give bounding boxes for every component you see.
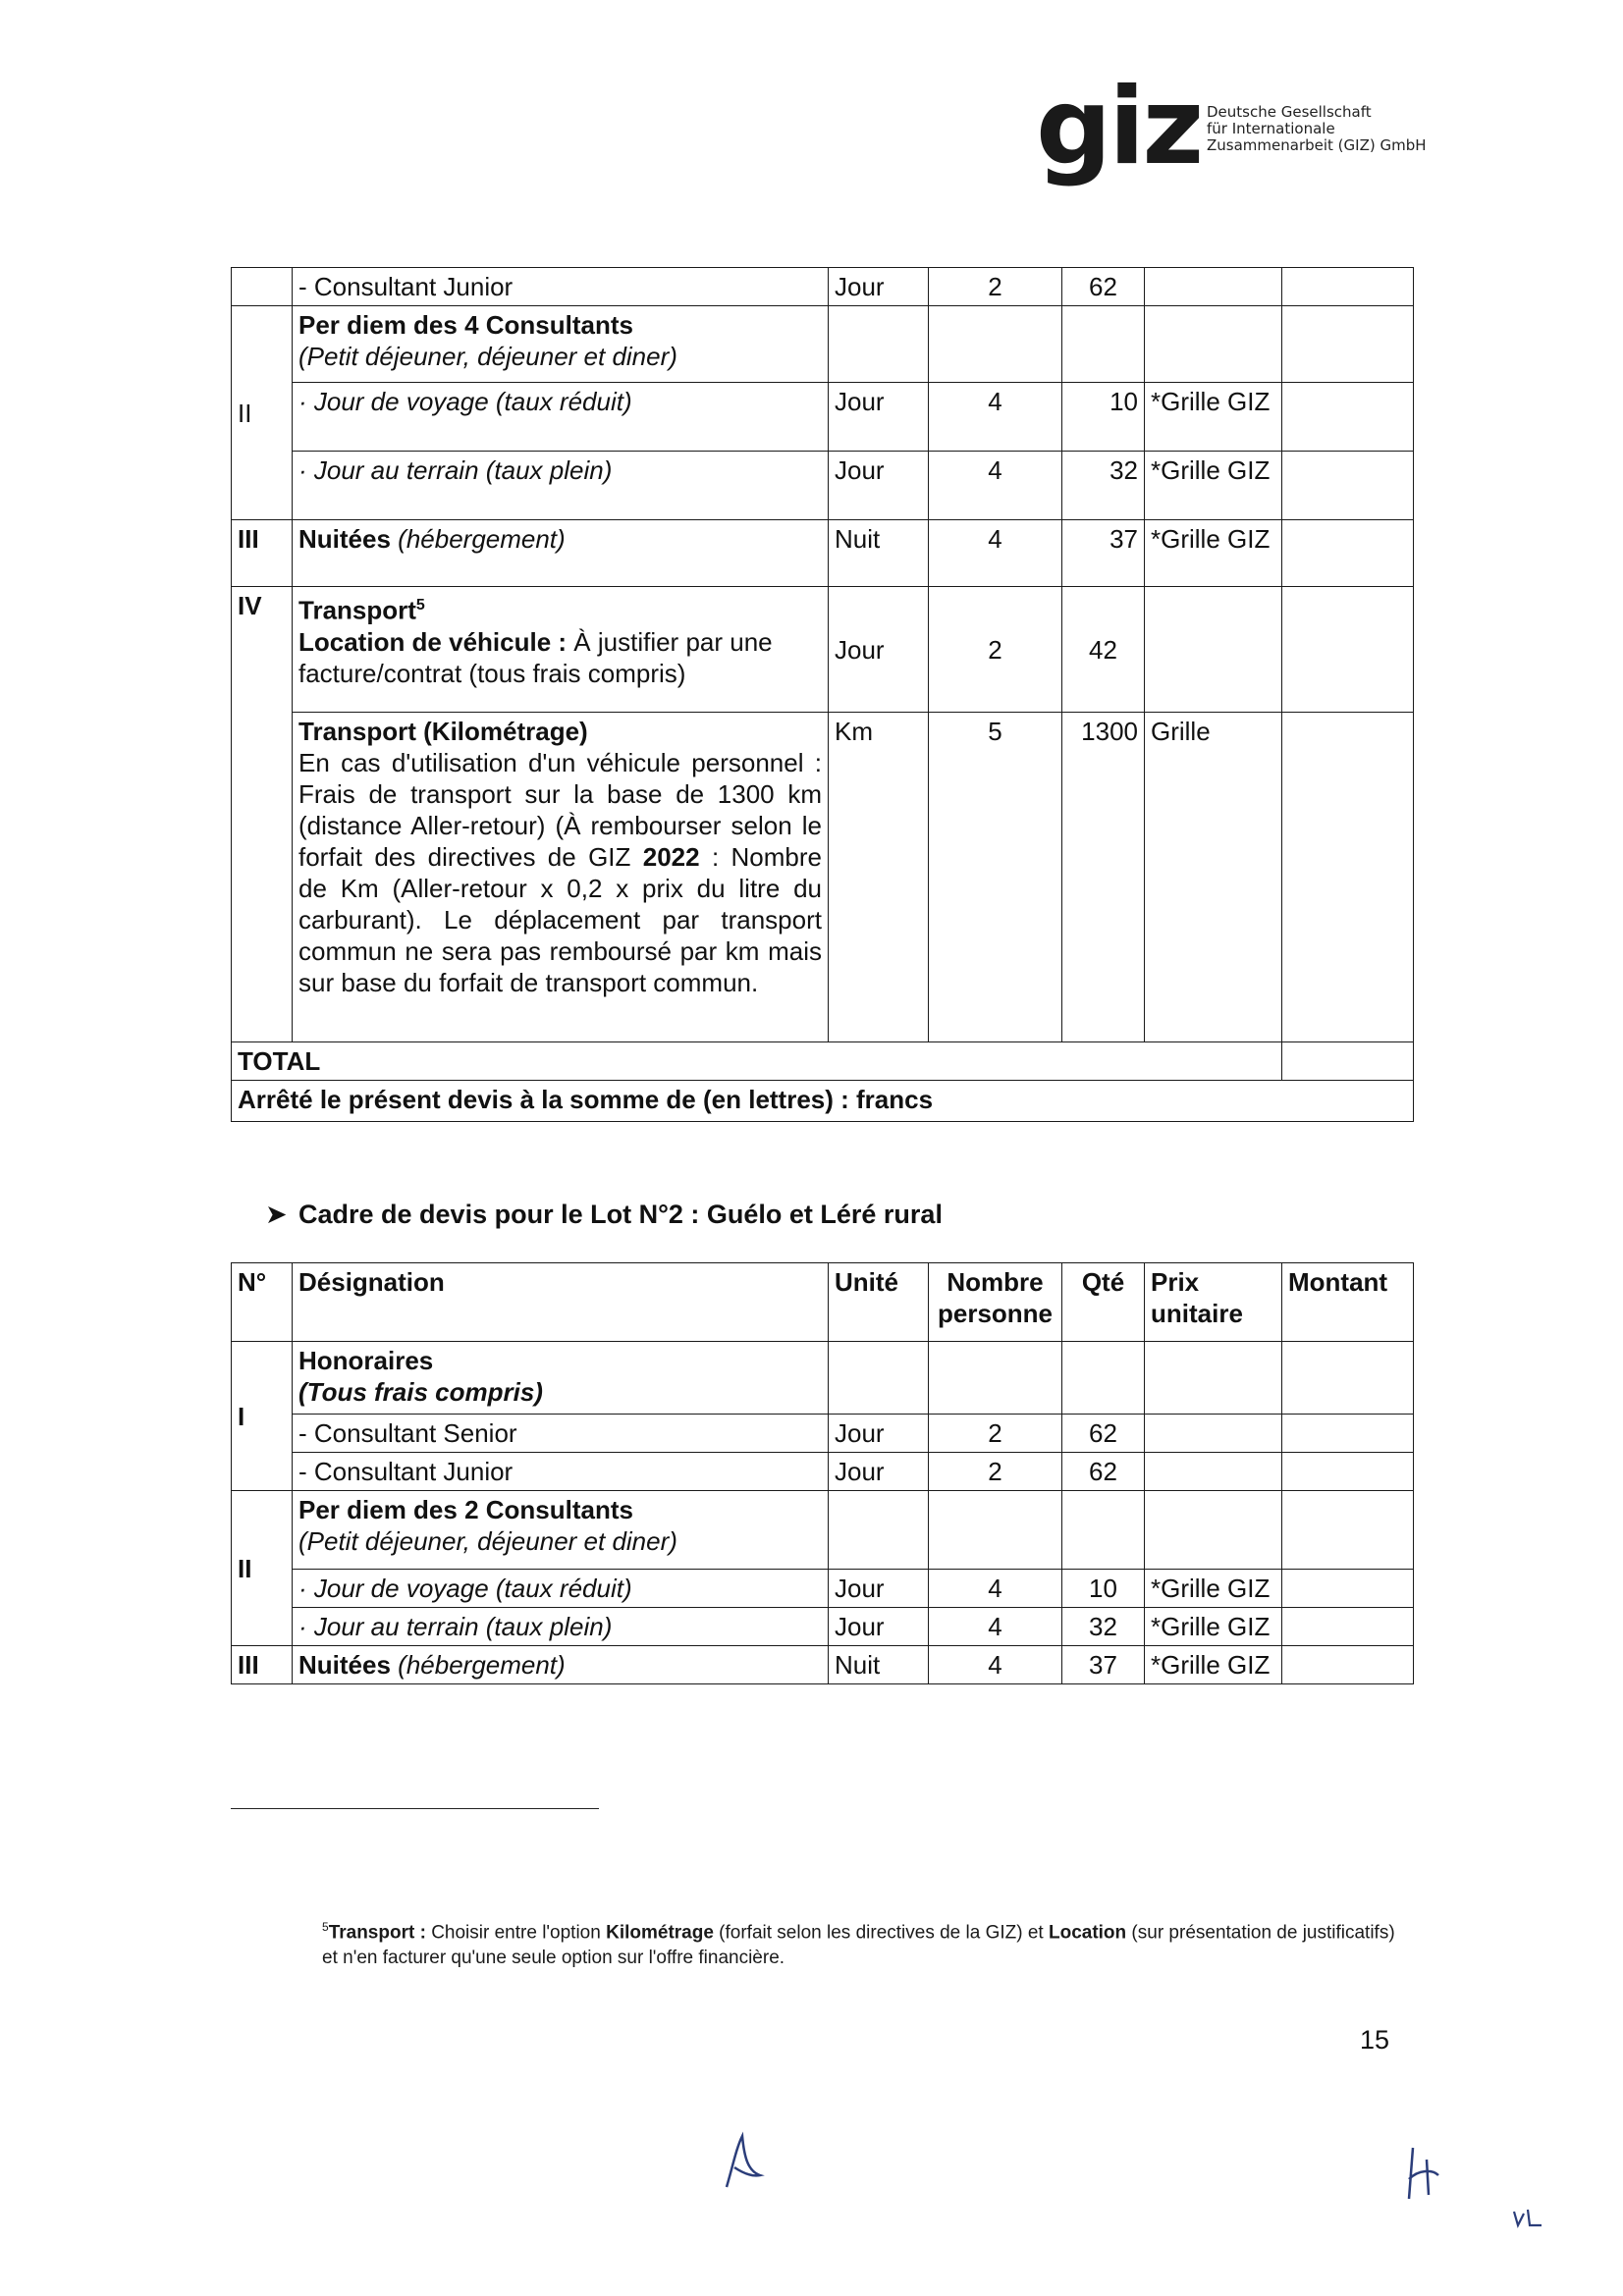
qty-cell: 37 (1062, 520, 1145, 587)
amount-cell (1282, 1646, 1414, 1684)
footnote-marker: 5 (322, 1920, 329, 1934)
designation-cell (293, 587, 829, 713)
handwritten-initial-icon (715, 2128, 784, 2197)
unit-cell: Jour (829, 1453, 929, 1491)
persons-cell: 4 (929, 520, 1062, 587)
designation-cell (293, 1342, 829, 1415)
num-cell: I (232, 1342, 293, 1491)
header-unit: Unité (829, 1263, 929, 1342)
km-text (298, 747, 822, 998)
qty-cell: 32 (1062, 1608, 1145, 1646)
price-cell: *Grille GIZ (1145, 1608, 1282, 1646)
location-text (298, 626, 822, 689)
qty-cell (1062, 1342, 1145, 1415)
logo-line: Deutsche Gesellschaft (1207, 103, 1372, 121)
table-row (232, 1453, 1414, 1491)
arrete-text: Arrêté le présent devis à la somme de (en lettres) : francs (232, 1081, 1414, 1122)
footnote-location: Location (1048, 1922, 1127, 1944)
perdiem-subtitle: (Petit déjeuner, déjeuner et diner) (298, 342, 677, 371)
designation-cell: · Jour au terrain (taux plein) (293, 452, 829, 520)
total-amount-cell (1282, 1042, 1414, 1081)
budget-table-lot1 (231, 267, 1414, 1122)
designation-cell: - Consultant Junior (293, 268, 829, 306)
total-label: TOTAL (232, 1042, 1282, 1081)
perdiem-title: Per diem des 2 Consultants (298, 1495, 633, 1524)
designation-cell: · Jour de voyage (taux réduit) (293, 1570, 829, 1608)
qty-cell: 10 (1062, 383, 1145, 452)
table-row (232, 713, 1414, 1042)
unit-cell: Km (829, 713, 929, 1042)
price-cell: *Grille GIZ (1145, 1570, 1282, 1608)
budget-table-lot2 (231, 1262, 1414, 1684)
amount-cell (1282, 1342, 1414, 1415)
amount-cell (1282, 1415, 1414, 1453)
designation-cell (293, 306, 829, 383)
unit-cell: Jour (829, 1415, 929, 1453)
persons-cell: 4 (929, 1608, 1062, 1646)
unit-cell: Jour (829, 587, 929, 713)
qty-cell: 10 (1062, 1570, 1145, 1608)
persons-cell: 4 (929, 1570, 1062, 1608)
logo-line: Zusammenarbeit (GIZ) GmbH (1207, 136, 1427, 154)
unit-cell: Nuit (829, 1646, 929, 1684)
table-row (232, 1415, 1414, 1453)
persons-cell (929, 1491, 1062, 1570)
giz-logo-text (1207, 104, 1462, 154)
honoraires-subtitle: (Tous frais compris) (298, 1377, 543, 1407)
price-cell: *Grille GIZ (1145, 520, 1282, 587)
price-cell: *Grille GIZ (1145, 1646, 1282, 1684)
qty-cell: 37 (1062, 1646, 1145, 1684)
header-price: Prix unitaire (1145, 1263, 1282, 1342)
amount-cell (1282, 713, 1414, 1042)
unit-cell: Jour (829, 383, 929, 452)
footnote-text-1: Choisir entre l'option (425, 1922, 607, 1944)
persons-cell: 2 (929, 1453, 1062, 1491)
unit-cell: Jour (829, 1570, 929, 1608)
unit-cell (829, 1342, 929, 1415)
designation-cell (293, 520, 829, 587)
arrete-row (232, 1081, 1414, 1122)
qty-cell: 1300 (1062, 713, 1145, 1042)
section-title-text: Cadre de devis pour le Lot N°2 : Guélo et Léré rural (298, 1200, 943, 1229)
total-row (232, 1042, 1414, 1081)
amount-cell (1282, 268, 1414, 306)
footnote-separator (231, 1808, 599, 1809)
handwritten-mark-icon (1510, 2204, 1549, 2233)
transport-title-text: Transport (298, 595, 416, 625)
transport-title (298, 590, 822, 626)
footnote-text-3: (sur présentation de justificatifs) et n'en facturer qu'une seule option sur l'offre financière. (322, 1922, 1395, 1969)
designation-cell: - Consultant Senior (293, 1415, 829, 1453)
nuitees-title: Nuitées (298, 1650, 391, 1680)
unit-cell (829, 1491, 929, 1570)
table-row (232, 1342, 1414, 1415)
unit-cell: Jour (829, 452, 929, 520)
table-row (232, 520, 1414, 587)
qty-cell: 42 (1062, 587, 1145, 713)
designation-cell: - Consultant Junior (293, 1453, 829, 1491)
header-amount: Montant (1282, 1263, 1414, 1342)
price-cell (1145, 587, 1282, 713)
price-cell: *Grille GIZ (1145, 383, 1282, 452)
amount-cell (1282, 452, 1414, 520)
designation-cell (293, 1491, 829, 1570)
qty-cell: 62 (1062, 1453, 1145, 1491)
price-cell (1145, 1342, 1282, 1415)
table-row (232, 268, 1414, 306)
amount-cell (1282, 1453, 1414, 1491)
persons-cell: 4 (929, 1646, 1062, 1684)
unit-cell: Jour (829, 1608, 929, 1646)
qty-cell: 32 (1062, 452, 1145, 520)
nuitees-subtitle: (hébergement) (398, 1650, 566, 1680)
amount-cell (1282, 1491, 1414, 1570)
amount-cell (1282, 1608, 1414, 1646)
footnote-lead: Transport : (328, 1922, 426, 1944)
section-title-lot2 (265, 1200, 943, 1230)
persons-cell: 2 (929, 587, 1062, 713)
perdiem-title: Per diem des 4 Consultants (298, 310, 633, 340)
table-row (232, 1570, 1414, 1608)
page-number: 15 (1360, 2025, 1390, 2055)
price-cell (1145, 306, 1282, 383)
amount-cell (1282, 383, 1414, 452)
amount-cell (1282, 587, 1414, 713)
handwritten-signature-icon (1399, 2140, 1458, 2209)
unit-cell: Nuit (829, 520, 929, 587)
km-text-1: En cas d'utilisation d'un véhicule personnel : Frais de transport sur la base de 1300 km (distance Aller-retour) (À rembourser selon le forfait des directives de GIZ (298, 748, 822, 872)
table-row (232, 1646, 1414, 1684)
persons-cell: 4 (929, 383, 1062, 452)
price-cell (1145, 1415, 1282, 1453)
persons-cell (929, 306, 1062, 383)
table-row (232, 1608, 1414, 1646)
footnote (322, 1914, 1402, 1971)
header-num: N° (232, 1263, 293, 1342)
location-title: Location de véhicule : (298, 626, 568, 657)
designation-cell (293, 1646, 829, 1684)
header-persons: Nombre personne (929, 1263, 1062, 1342)
persons-cell: 2 (929, 268, 1062, 306)
table-row (232, 1491, 1414, 1570)
num-cell: II (232, 306, 293, 520)
header-qty: Qté (1062, 1263, 1145, 1342)
km-title: Transport (Kilométrage) (298, 717, 588, 746)
unit-cell: Jour (829, 268, 929, 306)
header-designation: Désignation (293, 1263, 829, 1342)
footnote-kilometrage: Kilométrage (606, 1922, 714, 1944)
qty-cell: 62 (1062, 1415, 1145, 1453)
perdiem-subtitle: (Petit déjeuner, déjeuner et diner) (298, 1526, 677, 1556)
table-header-row (232, 1263, 1414, 1342)
num-cell (232, 268, 293, 306)
giz-logo-mark: giz (1036, 66, 1202, 188)
designation-cell: · Jour au terrain (taux plein) (293, 1608, 829, 1646)
num-cell: III (232, 520, 293, 587)
price-cell (1145, 1491, 1282, 1570)
km-text-2: : Nombre de Km (Aller-retour x 0,2 x prix du litre du carburant). Le déplacement par transport commun ne sera pas remboursé par km mais sur base du forfait de transport commun. (298, 842, 822, 997)
footnote-text-2: (forfait selon les directives de la GIZ) et (713, 1922, 1049, 1944)
amount-cell (1282, 306, 1414, 383)
table-row (232, 306, 1414, 383)
persons-cell: 2 (929, 1415, 1062, 1453)
price-cell (1145, 1453, 1282, 1491)
price-cell (1145, 268, 1282, 306)
price-cell: *Grille GIZ (1145, 452, 1282, 520)
location-desc: À justifier par une facture/contrat (tous frais compris) (298, 626, 773, 688)
num-cell: IV (232, 587, 293, 1042)
honoraires-title: Honoraires (298, 1346, 434, 1375)
qty-cell (1062, 306, 1145, 383)
price-cell: Grille (1145, 713, 1282, 1042)
nuitees-title: Nuitées (298, 524, 391, 554)
designation-cell: · Jour de voyage (taux réduit) (293, 383, 829, 452)
footnote-ref: 5 (415, 597, 425, 614)
designation-cell (293, 713, 829, 1042)
nuitees-subtitle: (hébergement) (398, 524, 566, 554)
km-year: 2022 (642, 842, 700, 872)
unit-cell (829, 306, 929, 383)
amount-cell (1282, 520, 1414, 587)
table-row (232, 383, 1414, 452)
persons-cell (929, 1342, 1062, 1415)
table-row (232, 452, 1414, 520)
persons-cell: 5 (929, 713, 1062, 1042)
qty-cell: 62 (1062, 268, 1145, 306)
table-row (232, 587, 1414, 713)
persons-cell: 4 (929, 452, 1062, 520)
amount-cell (1282, 1570, 1414, 1608)
num-cell: III (232, 1646, 293, 1684)
logo-line: für Internationale (1207, 120, 1335, 137)
num-cell: II (232, 1491, 293, 1646)
qty-cell (1062, 1491, 1145, 1570)
arrow-bullet-icon: ➤ (265, 1200, 288, 1229)
